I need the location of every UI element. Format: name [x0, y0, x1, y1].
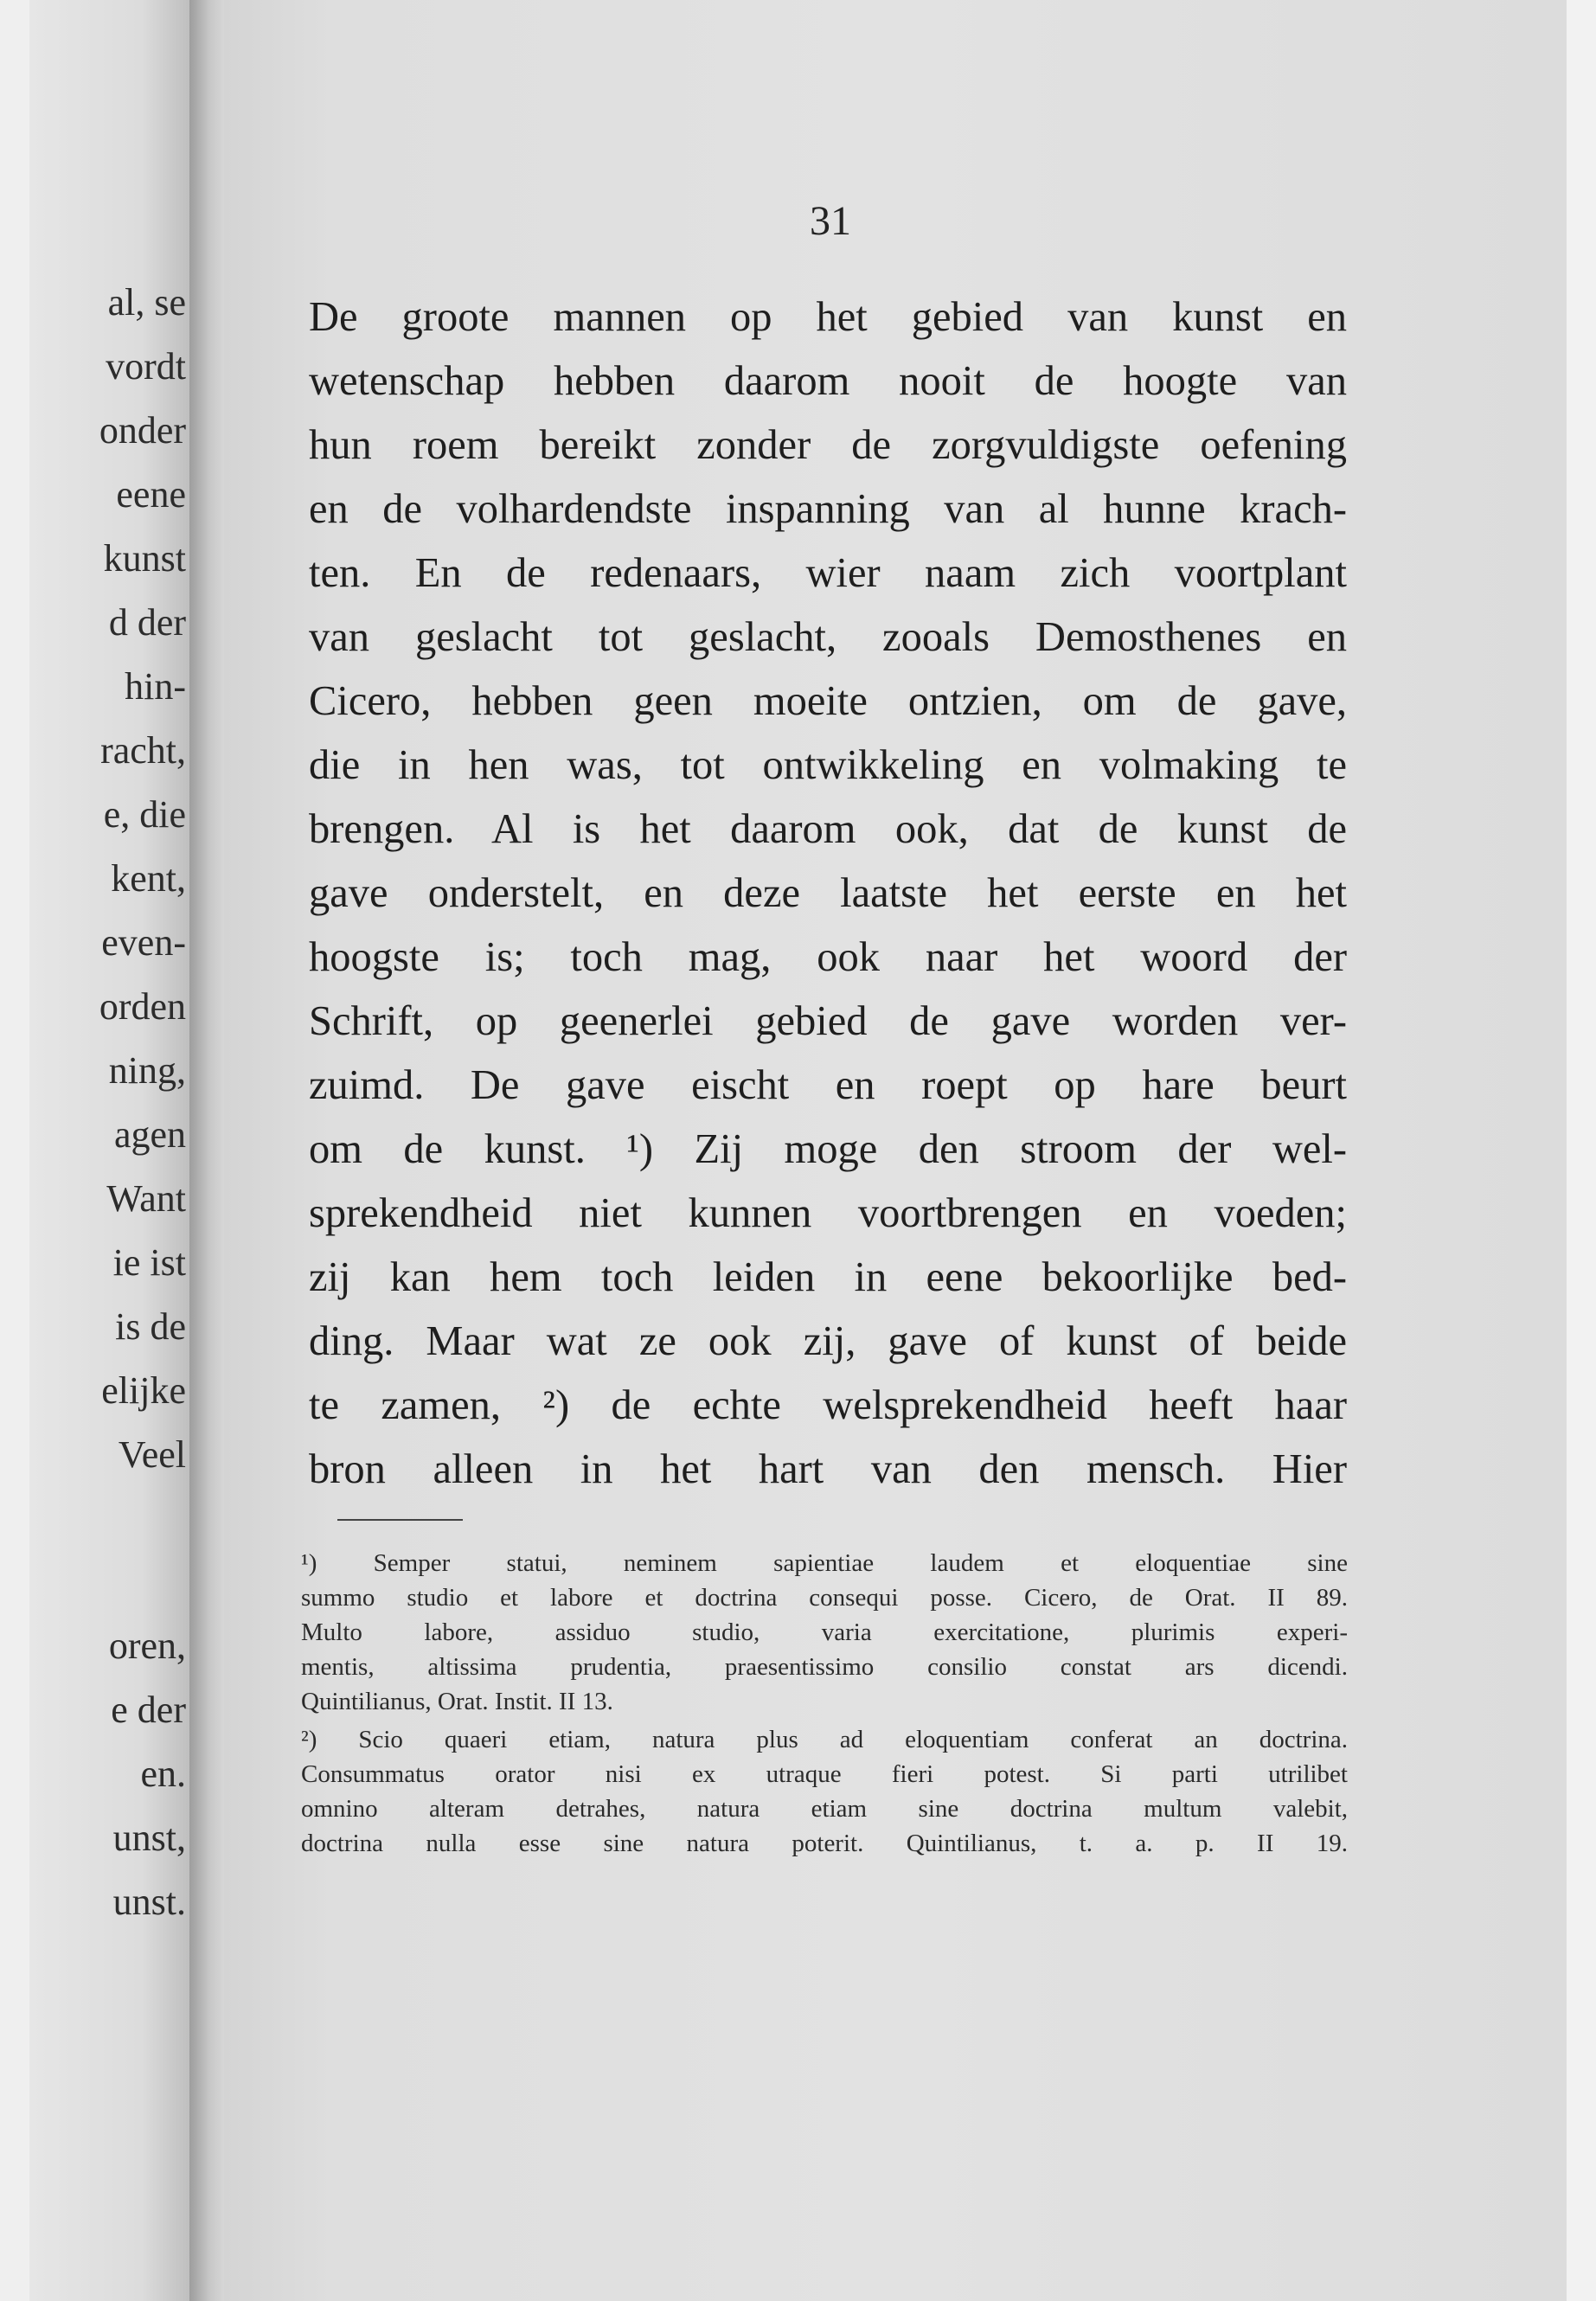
- footnote-line: summo studio et labore et doctrina consequi posse. Cicero, de Orat. II 89.: [301, 1584, 1348, 1612]
- scan-margin: [1567, 0, 1596, 2301]
- text-line: bron alleen in het hart van den mensch. Hier: [309, 1446, 1347, 1492]
- left-page-fragment: orden: [99, 985, 186, 1028]
- left-page-fragment: en.: [140, 1753, 186, 1795]
- left-page-fragment: elijke: [101, 1369, 186, 1412]
- text-line: sprekendheid niet kunnen voortbrengen en voeden;: [309, 1190, 1347, 1236]
- left-page-fragment: is de: [115, 1305, 186, 1348]
- text-line: De groote mannen op het gebied van kunst en: [309, 294, 1347, 340]
- text-line: hoogste is; toch mag, ook naar het woord der: [309, 934, 1347, 980]
- text-line: gave onderstelt, en deze laatste het eerste en het: [309, 870, 1347, 916]
- footnote-line: Quintilianus, Orat. Instit. II 13.: [301, 1688, 613, 1715]
- left-page-fragment: ie ist: [112, 1241, 186, 1284]
- text-line: wetenschap hebben daarom nooit de hoogte van: [309, 358, 1347, 404]
- footnote-line: ²) Scio quaeri etiam, natura plus ad eloquentiam conferat an doctrina.: [301, 1726, 1348, 1753]
- footnotes: [301, 1546, 1348, 1861]
- page-number: 31: [810, 198, 851, 244]
- text-line: om de kunst. ¹) Zij moge den stroom der wel-: [309, 1126, 1347, 1172]
- left-page-fragment: kent,: [111, 857, 186, 900]
- footnote-line: ¹) Semper statui, neminem sapientiae laudem et eloquentiae sine: [301, 1549, 1348, 1577]
- text-line: ten. En de redenaars, wier naam zich voortplant: [309, 550, 1347, 596]
- text-line: zuimd. De gave eischt en roept op hare beurt: [309, 1062, 1347, 1108]
- left-page-fragment: onder: [99, 409, 186, 452]
- text-line: ding. Maar wat ze ook zij, gave of kunst of beide: [309, 1318, 1347, 1364]
- footnote-divider: [337, 1519, 463, 1521]
- left-page-fragment: oren,: [108, 1625, 186, 1667]
- left-page-fragment: e, die: [103, 793, 186, 836]
- left-page-edge: [29, 0, 189, 2301]
- left-page-fragment: e der: [111, 1689, 186, 1731]
- text-line: Cicero, hebben geen moeite ontzien, om de gave,: [309, 678, 1347, 724]
- left-page-fragment: eene: [116, 473, 186, 516]
- left-page-fragment: unst,: [112, 1817, 186, 1859]
- left-page-fragment: hin-: [125, 665, 186, 708]
- footnote-2: [301, 1722, 1348, 1861]
- left-page-fragment: kunst: [103, 537, 186, 580]
- left-page-fragment: agen: [113, 1113, 186, 1156]
- left-page-fragment: even-: [101, 921, 186, 964]
- footnote-line: Consummatus orator nisi ex utraque fieri potest. Si parti utrilibet: [301, 1760, 1348, 1788]
- left-page-fragment: d der: [108, 601, 186, 644]
- text-line: hun roem bereikt zonder de zorgvuldigste oefening: [309, 422, 1347, 468]
- footnote-line: mentis, altissima prudentia, praesentissimo consilio constat ars dicendi.: [301, 1653, 1348, 1681]
- left-page-fragment: ning,: [108, 1049, 186, 1092]
- left-page-fragment: al, se: [107, 281, 186, 324]
- book-gutter: [189, 0, 224, 2301]
- left-page-fragment: unst.: [112, 1881, 186, 1923]
- left-page-fragment: Want: [106, 1177, 186, 1220]
- footnote-line: omnino alteram detrahes, natura etiam sine doctrina multum valebit,: [301, 1795, 1348, 1823]
- footnote-line: doctrina nulla esse sine natura poterit. Quintilianus, t. a. p. II 19.: [301, 1830, 1348, 1857]
- text-line: Schrift, op geenerlei gebied de gave worden ver-: [309, 998, 1347, 1044]
- text-line: zij kan hem toch leiden in eene bekoorlijke bed-: [309, 1254, 1347, 1300]
- footnote-line: Multo labore, assiduo studio, varia exercitatione, plurimis experi-: [301, 1618, 1348, 1646]
- left-page-fragment: racht,: [100, 729, 186, 772]
- text-line: en de volhardendste inspanning van al hunne krach-: [309, 486, 1347, 532]
- text-line: te zamen, ²) de echte welsprekendheid heeft haar: [309, 1382, 1347, 1428]
- body-text: [309, 285, 1347, 1502]
- left-page-fragment: vordt: [106, 345, 186, 388]
- text-line: van geslacht tot geslacht, zooals Demosthenes en: [309, 614, 1347, 660]
- text-line: brengen. Al is het daarom ook, dat de kunst de: [309, 806, 1347, 852]
- text-line: die in hen was, tot ontwikkeling en volmaking te: [309, 742, 1347, 788]
- footnote-1: [301, 1546, 1348, 1719]
- left-page-fragment: Veel: [118, 1433, 186, 1476]
